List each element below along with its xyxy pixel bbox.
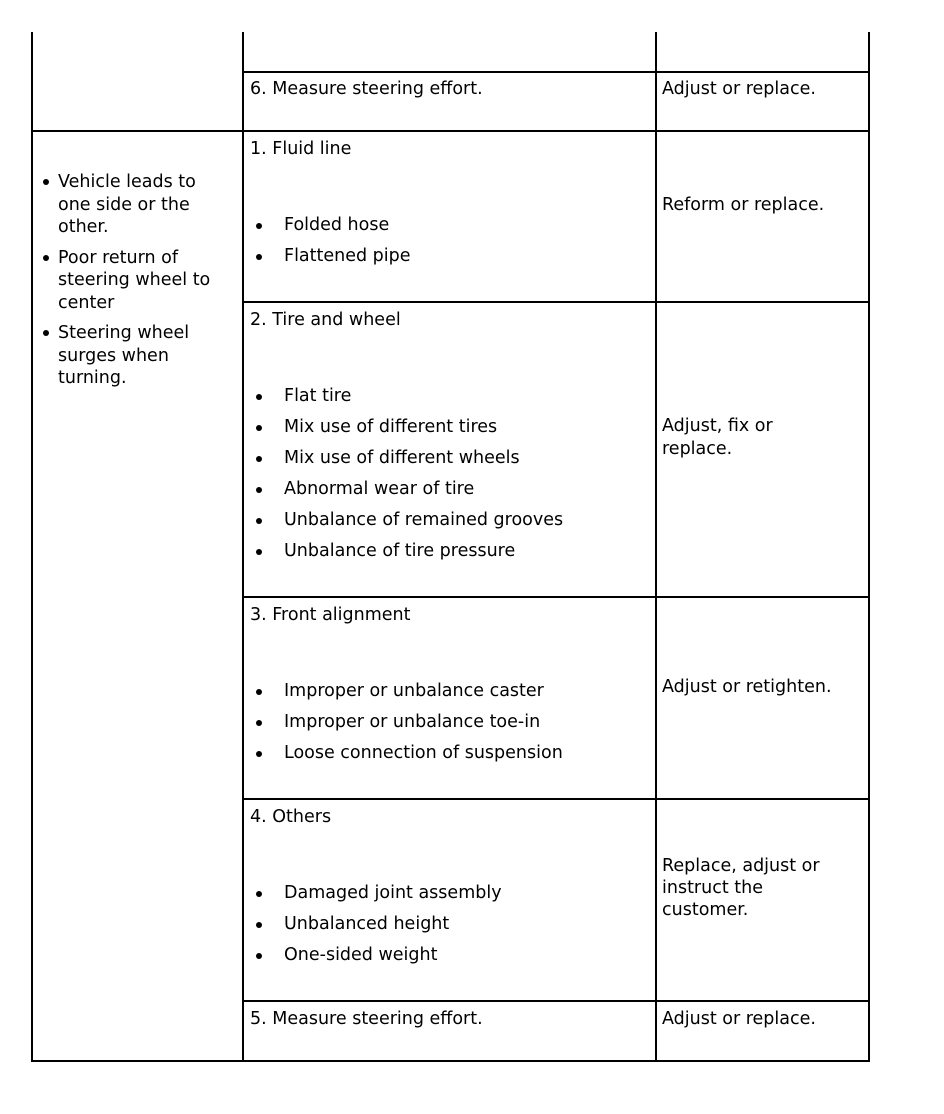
bullet-icon — [256, 689, 262, 695]
symptom-item: Steering wheel surges when turning. — [40, 322, 215, 390]
table-border-left — [31, 32, 33, 1062]
symptom-item: Vehicle leads to one side or the other. — [40, 171, 215, 239]
bullet-icon — [256, 891, 262, 897]
bullet-icon — [256, 394, 262, 400]
remedy-text: instruct the — [662, 878, 763, 898]
table-border-bottom — [31, 1060, 870, 1062]
remedy-text: Adjust or replace. — [662, 79, 816, 99]
bullet-icon — [256, 456, 262, 462]
check-item-title: 4. Others — [250, 807, 332, 827]
remedy-text: replace. — [662, 439, 733, 459]
remedy-text: Adjust, fix or — [662, 416, 773, 436]
table-border-right — [868, 32, 870, 1062]
bullet-icon — [256, 953, 262, 959]
row-divider — [242, 798, 870, 800]
remedy-text: Adjust or replace. — [662, 1009, 816, 1029]
row-divider — [242, 596, 870, 598]
check-item-title: 1. Fluid line — [250, 139, 352, 159]
bullet-icon — [43, 330, 49, 336]
bullet-icon — [256, 518, 262, 524]
remedy-text: Replace, adjust or — [662, 856, 820, 876]
check-item-title: 2. Tire and wheel — [250, 310, 401, 330]
row-divider — [242, 301, 870, 303]
symptom-item: Poor return of steering wheel to center — [40, 247, 215, 315]
symptom-list — [40, 171, 215, 398]
remedy-text: Adjust or retighten. — [662, 677, 832, 697]
bullet-icon — [256, 254, 262, 260]
bullet-icon — [256, 223, 262, 229]
row-divider — [31, 130, 870, 132]
bullet-icon — [256, 751, 262, 757]
bullet-icon — [43, 255, 49, 261]
row-divider — [242, 1000, 870, 1002]
bullet-icon — [256, 425, 262, 431]
check-item-title: 3. Front alignment — [250, 605, 411, 625]
bullet-icon — [256, 720, 262, 726]
column-divider-2 — [655, 32, 657, 1062]
bullet-icon — [256, 922, 262, 928]
column-divider-1 — [242, 32, 244, 1062]
check-item-text: 6. Measure steering effort. — [250, 79, 483, 99]
bullet-icon — [256, 487, 262, 493]
row-divider — [242, 71, 870, 73]
bullet-icon — [256, 549, 262, 555]
remedy-text: customer. — [662, 900, 749, 920]
remedy-text: Reform or replace. — [662, 195, 825, 215]
check-item-title: 5. Measure steering effort. — [250, 1009, 483, 1029]
bullet-icon — [43, 179, 49, 185]
